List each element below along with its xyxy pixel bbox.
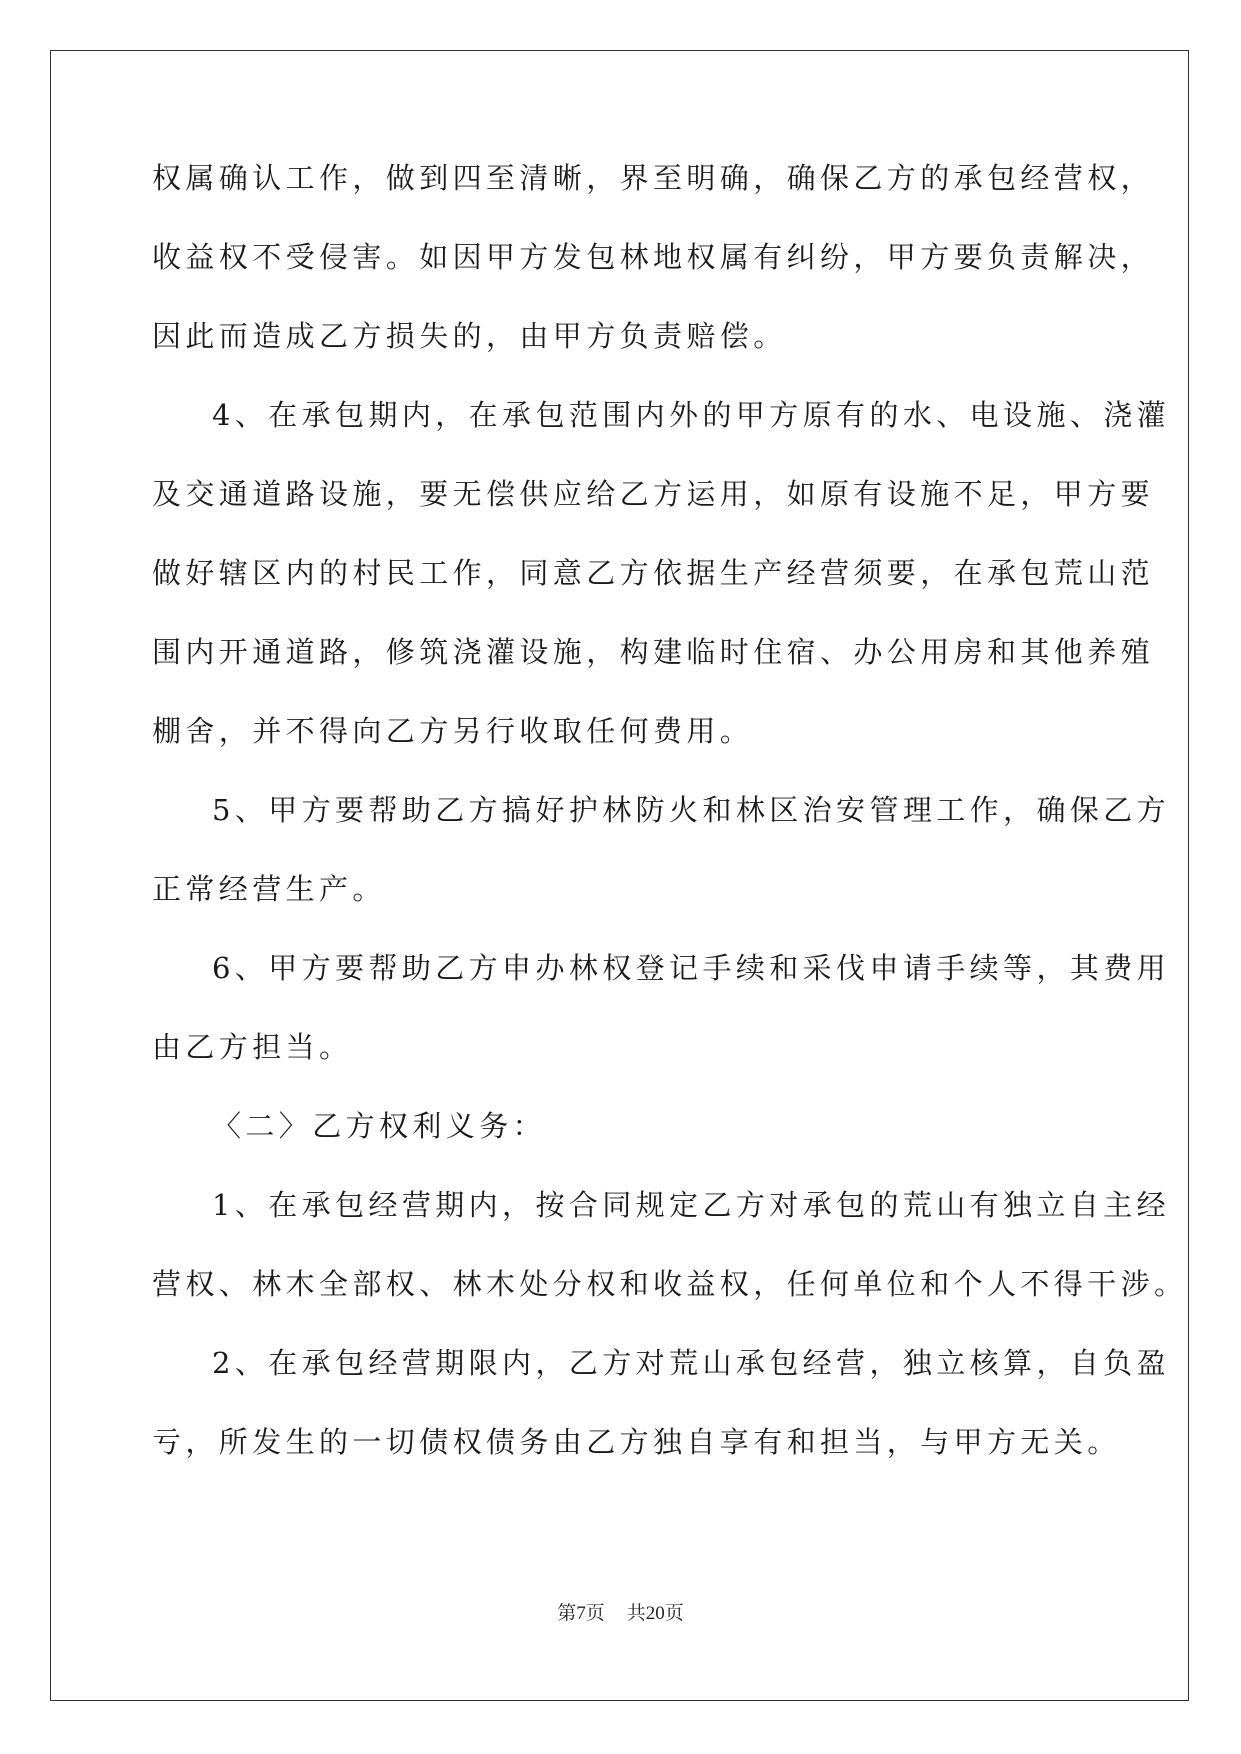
text-line-12: 由乙方担当。 [152, 1030, 353, 1064]
text-line-8: 棚舍，并不得向乙方另行收取任何费用。 [152, 714, 754, 748]
text-line-1: 权属确认工作，做到四至清晰，界至明确，确保乙方的承包经营权， [152, 161, 1155, 195]
text-line-16: 2、在承包经营期限内，乙方对荒山承包经营，独立核算，自负盈 [212, 1346, 1171, 1380]
text-line-5: 及交通道路设施，要无偿供应给乙方运用，如原有设施不足，甲方要 [152, 477, 1155, 511]
text-line-6: 做好辖区内的村民工作，同意乙方依据生产经营须要，在承包荒山范 [152, 556, 1155, 590]
text-line-4: 4、在承包期内，在承包范围内外的甲方原有的水、电设施、浇灌 [212, 398, 1171, 432]
text-line-11: 6、甲方要帮助乙方申办林权登记手续和采伐申请手续等，其费用 [212, 951, 1171, 985]
section-heading: 〈二〉乙方权利义务： [212, 1109, 547, 1143]
text-line-2: 收益权不受侵害。如因甲方发包林地权属有纠纷，甲方要负责解决， [152, 240, 1155, 274]
document-body [152, 158, 1188, 1501]
text-line-17: 亏，所发生的一切债权债务由乙方独自享有和担当，与甲方无关。 [152, 1425, 1121, 1459]
text-line-9: 5、甲方要帮助乙方搞好护林防火和林区治安管理工作，确保乙方 [212, 793, 1171, 827]
page-total: 共20页 [626, 1603, 684, 1624]
text-line-10: 正常经营生产。 [152, 872, 386, 906]
page-footer [0, 1598, 1241, 1625]
text-line-14: 1、在承包经营期内，按合同规定乙方对承包的荒山有独立自主经 [212, 1188, 1171, 1222]
page-number: 第7页 [557, 1603, 605, 1624]
text-line-3: 因此而造成乙方损失的，由甲方负责赔偿。 [152, 319, 787, 353]
text-line-15: 营权、林木全部权、林木处分权和收益权，任何单位和个人不得干涉。 [152, 1267, 1188, 1301]
text-line-7: 围内开通道路，修筑浇灌设施，构建临时住宿、办公用房和其他养殖 [152, 635, 1155, 669]
